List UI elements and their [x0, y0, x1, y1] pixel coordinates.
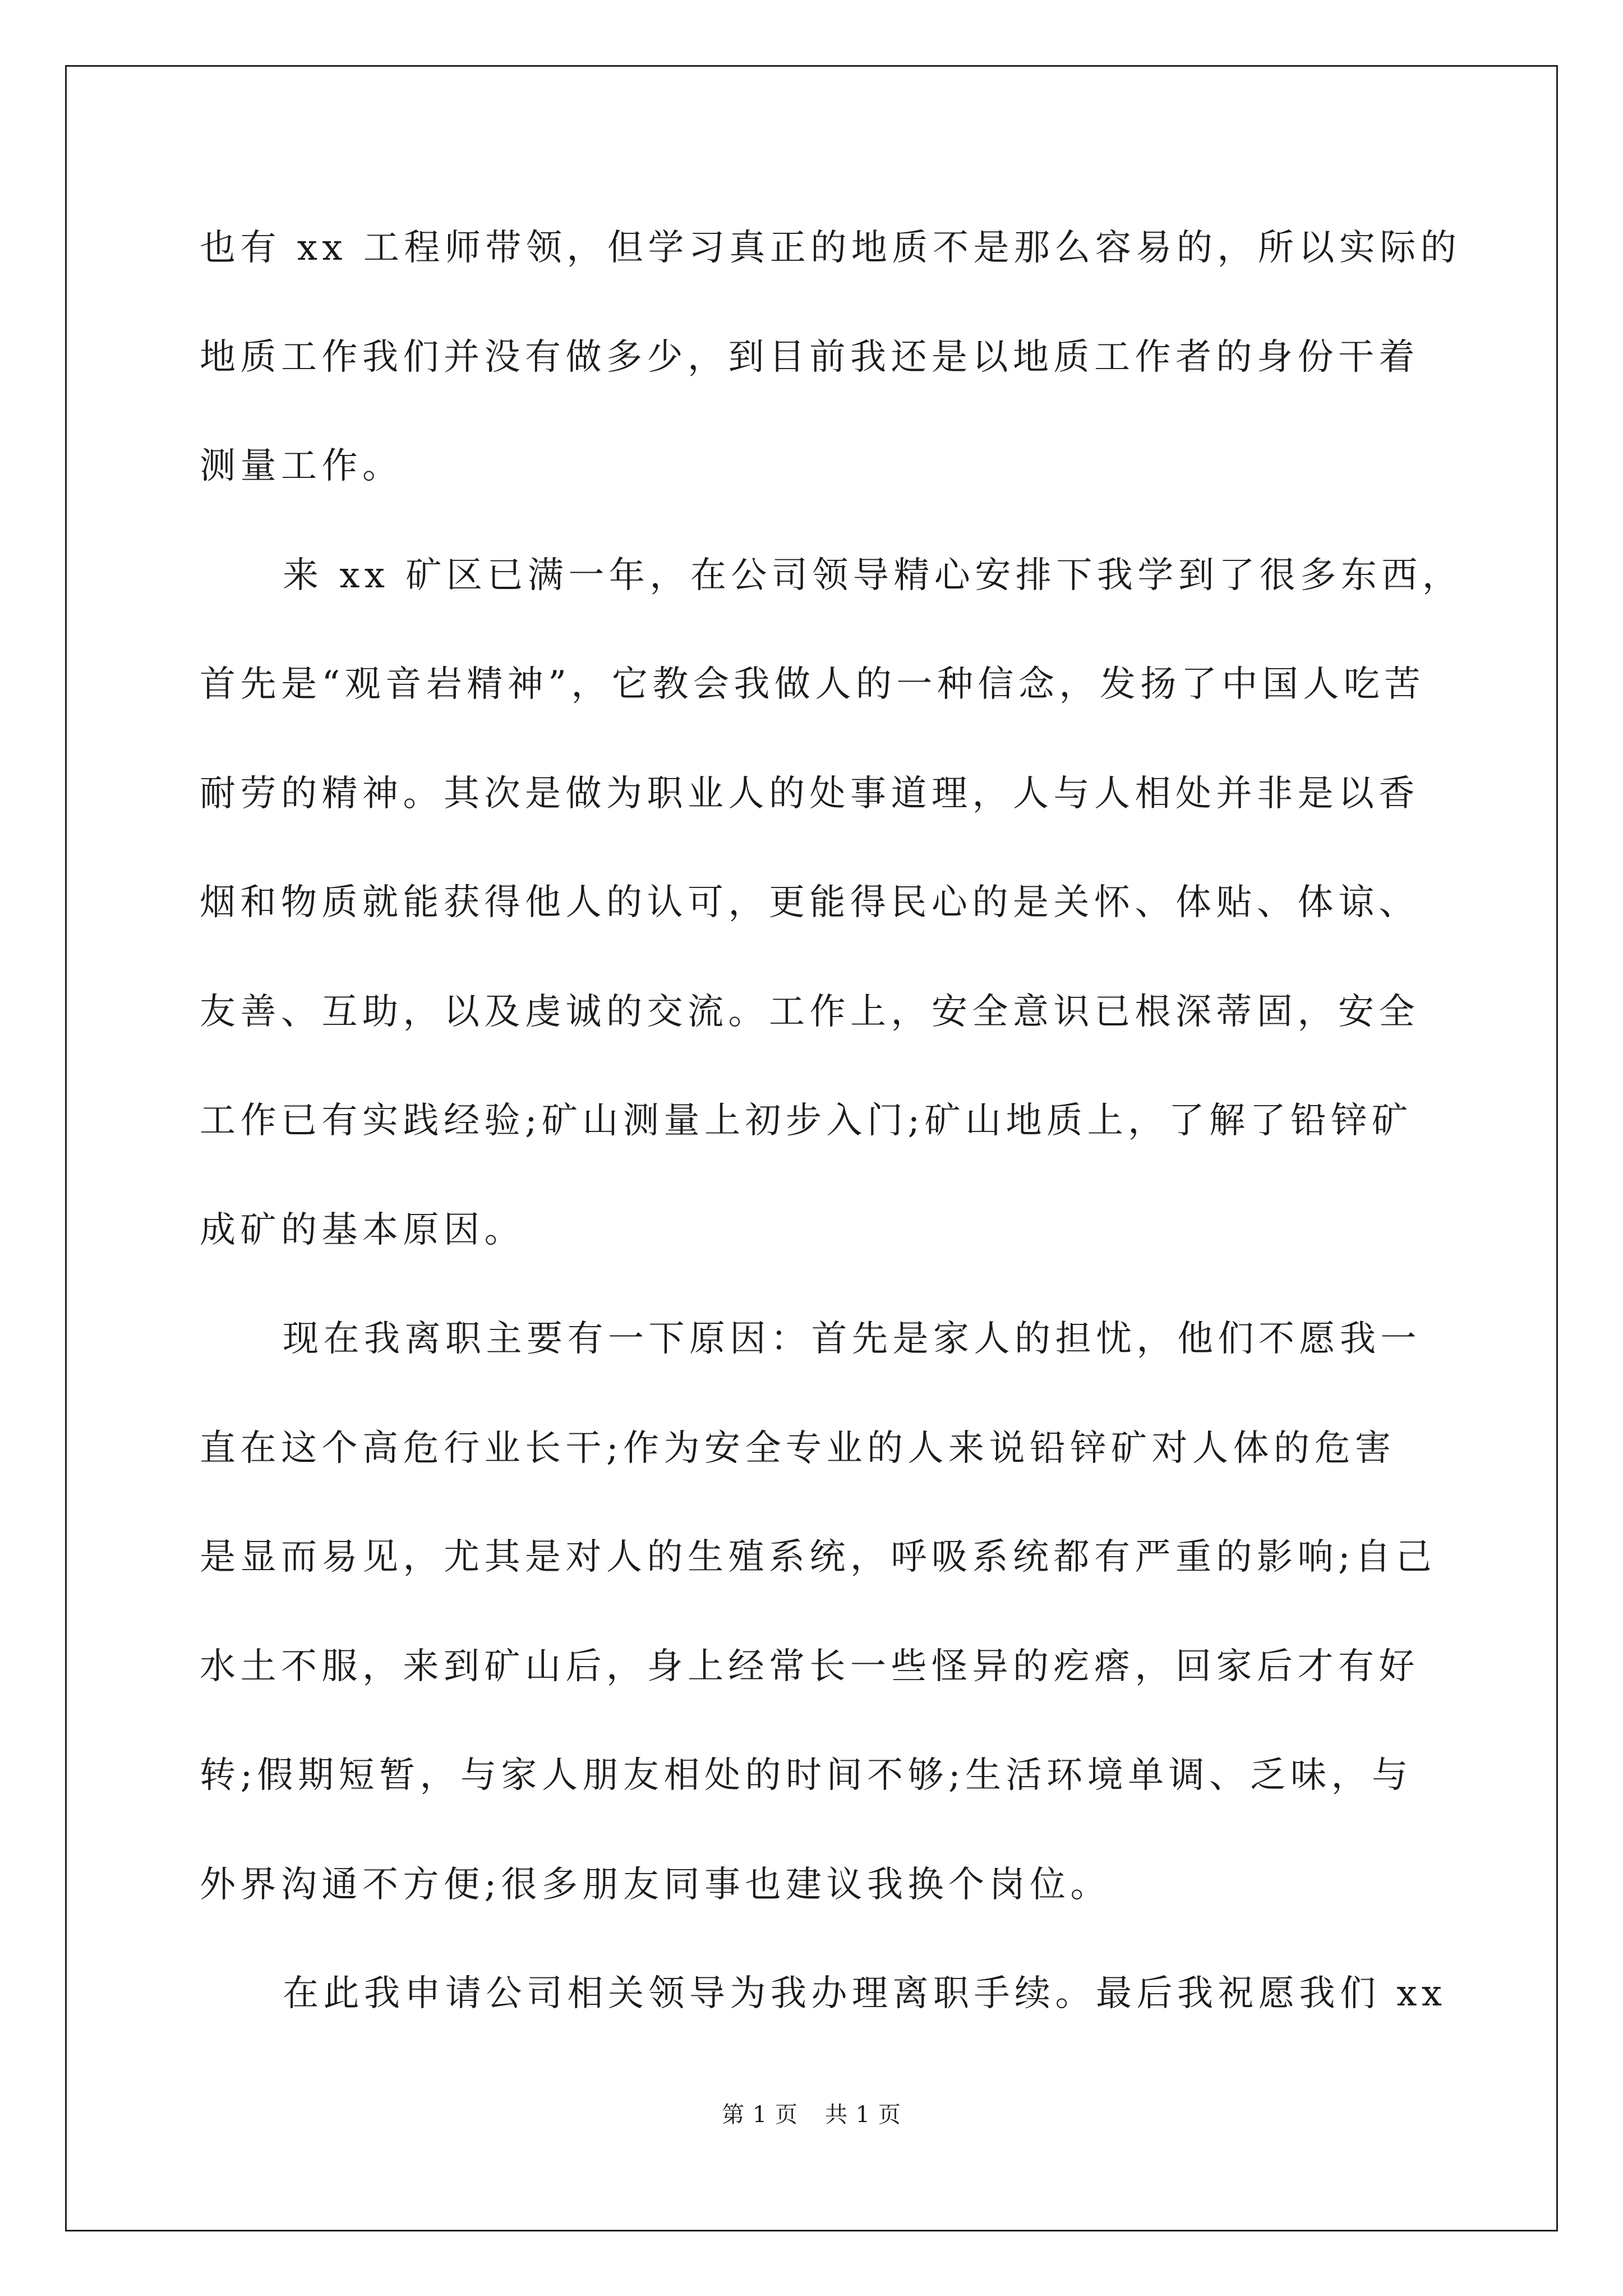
text-line-16: 外界沟通不方便;很多朋友同事也建议我换个岗位。	[200, 1864, 1112, 1906]
text-line-2: 地质工作我们并没有做多少，到目前我还是以地质工作者的身份干着	[200, 336, 1419, 378]
text-line-17: 在此我申请公司相关领导为我办理离职手续。最后我祝愿我们 xx	[283, 1973, 1447, 2014]
page-total: 共 1 页	[825, 2102, 901, 2128]
text-line-15: 转;假期短暂，与家人朋友相处的时间不够;生活环境单调、乏味，与	[200, 1755, 1413, 1796]
text-line-14: 水土不服，来到矿山后，身上经常长一些怪异的疙瘩，回家后才有好	[200, 1645, 1419, 1687]
text-line-9: 工作已有实践经验;矿山测量上初步入门;矿山地质上，了解了铅锌矿	[200, 1100, 1413, 1142]
text-line-7: 烟和物质就能获得他人的认可，更能得民心的是关怀、体贴、体谅、	[200, 882, 1419, 923]
text-line-6: 耐劳的精神。其次是做为职业人的处事道理，人与人相处并非是以香	[200, 772, 1419, 815]
document-body	[200, 218, 1463, 2073]
text-line-5: 首先是“观音岩精神”，它教会我做人的一种信念，发扬了中国人吃苦	[200, 664, 1425, 705]
text-line-8: 友善、互助，以及虔诚的交流。工作上，安全意识已根深蒂固，安全	[200, 991, 1419, 1033]
page-footer	[0, 2097, 1623, 2129]
text-line-13: 是显而易见，尤其是对人的生殖系统，呼吸系统都有严重的影响;自己	[200, 1536, 1437, 1578]
text-line-4: 来 xx 矿区已满一年，在公司领导精心安排下我学到了很多东西，	[283, 554, 1463, 596]
text-line-3: 测量工作。	[200, 445, 403, 487]
page-number: 第 1 页	[722, 2102, 798, 2128]
text-line-10: 成矿的基本原因。	[200, 1209, 525, 1251]
text-line-12: 直在这个高危行业长干;作为安全专业的人来说铅锌矿对人体的危害	[200, 1427, 1396, 1469]
text-line-11: 现在我离职主要有一下原因：首先是家人的担忧，他们不愿我一	[283, 1318, 1421, 1360]
text-line-1: 也有 xx 工程师带领，但学习真正的地质不是那么容易的，所以实际的	[200, 227, 1461, 269]
